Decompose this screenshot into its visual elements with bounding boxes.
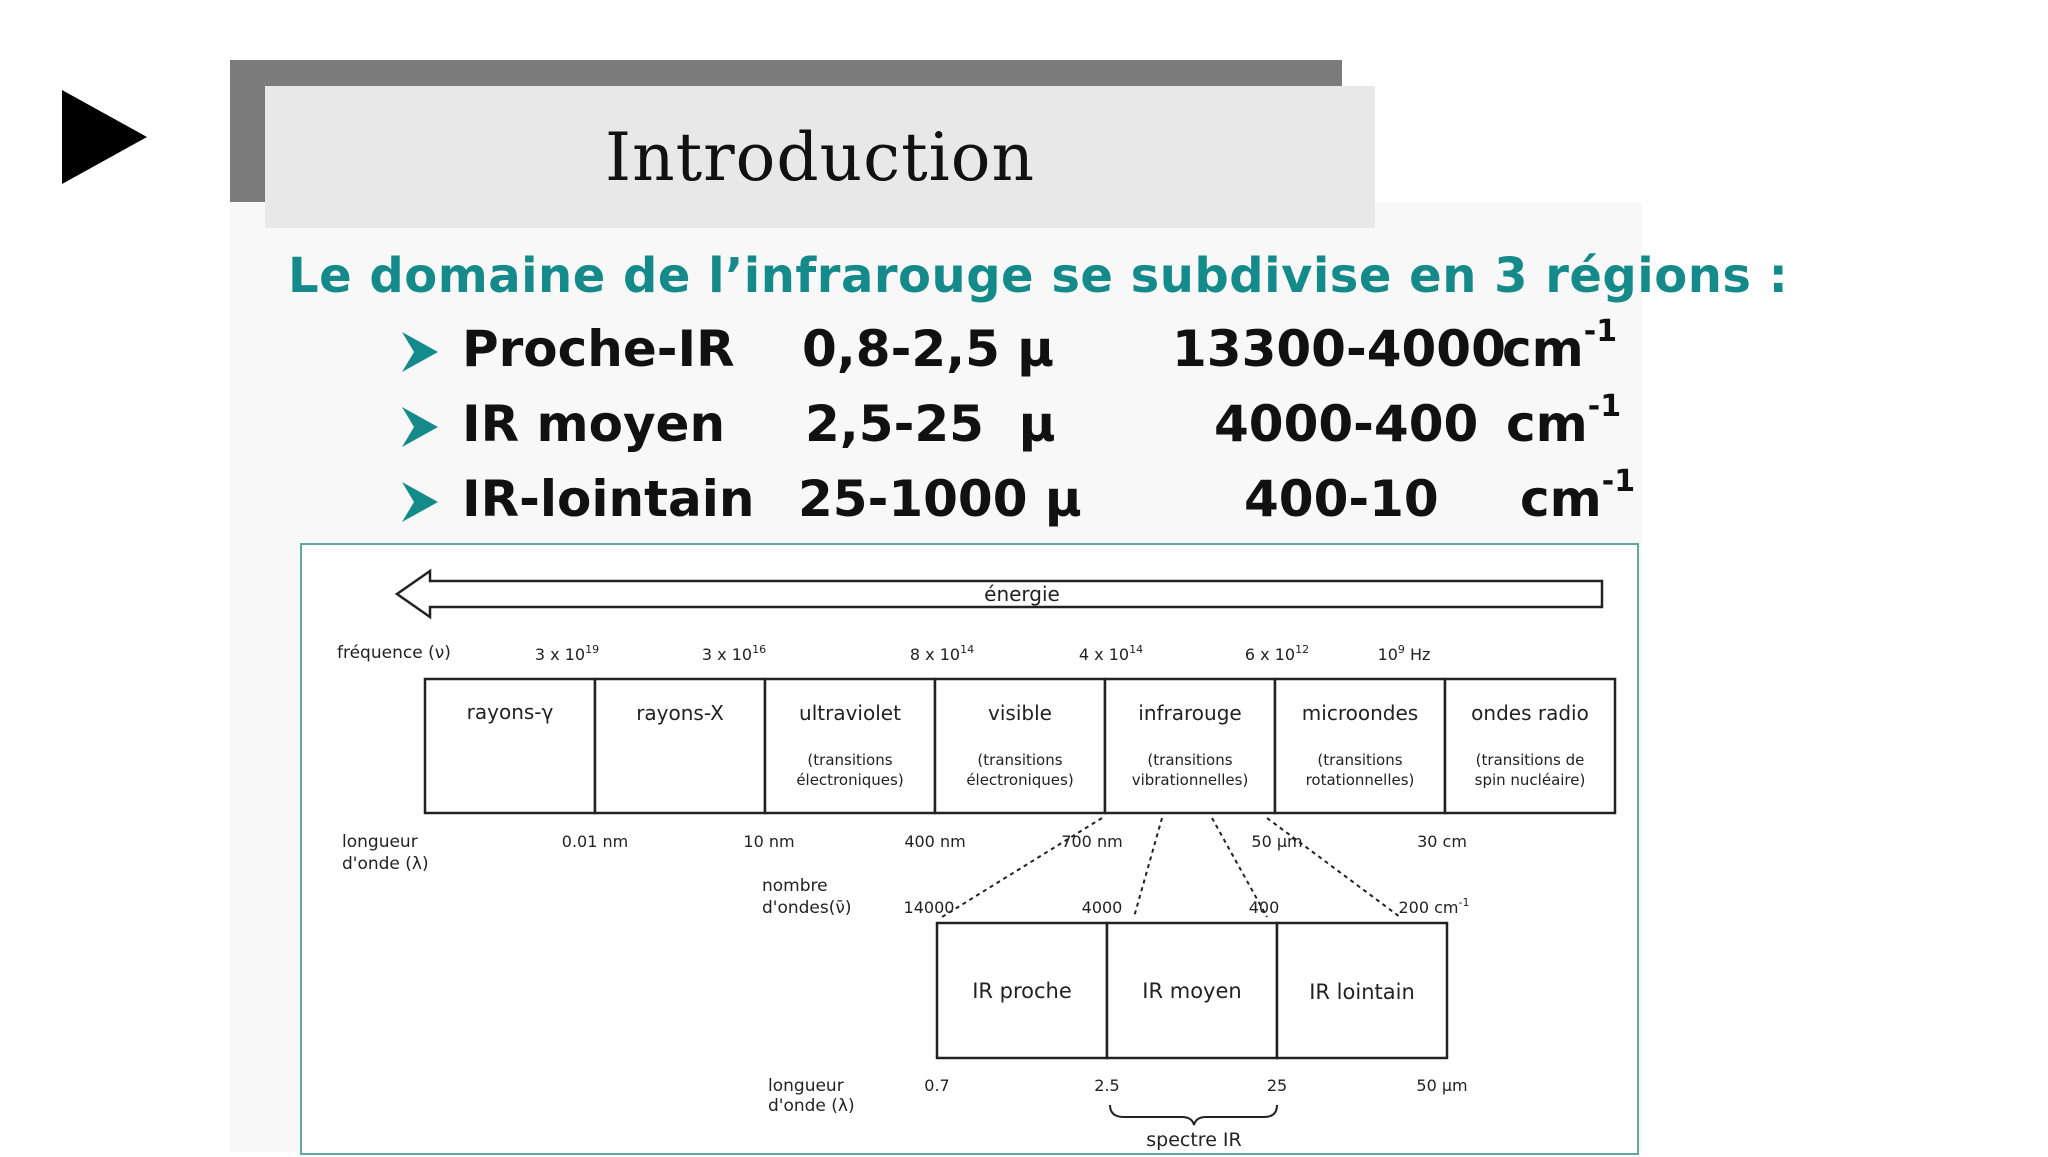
diagram-svg	[302, 545, 1637, 1153]
wavenumber-label: d'ondes(ν̄)	[762, 898, 852, 918]
region-unit	[1520, 464, 1636, 528]
freq-tick: 3 x $10^{19}$	[534, 643, 600, 664]
wavelength-tick: 400 nm	[904, 832, 966, 851]
region-unit	[1502, 314, 1618, 378]
slide-subtitle: Le domaine de l’infrarouge se subdivise en 3 régions :	[288, 248, 1789, 304]
unit-exponent: -1	[1583, 314, 1618, 349]
band-note: (transitions	[1147, 751, 1233, 769]
spectrum-label: spectre IR	[1146, 1129, 1242, 1151]
frequency-label: fréquence (ν)	[337, 643, 451, 663]
band-box-uv	[765, 679, 935, 813]
band-note: rotationnelles)	[1305, 771, 1415, 789]
wavelength-tick: 700 nm	[1061, 832, 1123, 851]
band-box-ir	[1105, 679, 1275, 813]
band-box-xray	[595, 679, 765, 813]
band-boxes	[425, 679, 1615, 813]
wavelength-tick: 10 nm	[743, 832, 795, 851]
energy-label: énergie	[984, 582, 1060, 606]
ir-wavelength-label: d'onde (λ)	[768, 1096, 855, 1116]
band-name: visible	[988, 701, 1052, 725]
band-note: vibrationnelles)	[1131, 771, 1249, 789]
freq-tick: 6 x $10^{12}$	[1244, 643, 1310, 664]
ir-band-name: IR lointain	[1309, 980, 1415, 1004]
wavenumber-tick: 200 $cm^{-1}$	[1398, 896, 1470, 917]
band-box-microwave	[1275, 679, 1445, 813]
freq-tick: 3 x $10^{16}$	[701, 643, 767, 664]
wavelength-tick: 30 cm	[1417, 832, 1467, 851]
band-note: (transitions	[977, 751, 1063, 769]
band-name: ultraviolet	[799, 701, 901, 725]
wavenumber-tick: 400	[1248, 898, 1280, 917]
arrow-bullet-icon	[400, 328, 440, 372]
region-wavenumber-range: 4000-400	[1214, 395, 1479, 453]
wavelength-label: d'onde (λ)	[342, 854, 429, 874]
unit-text: cm	[1502, 320, 1584, 378]
arrow-bullet-icon	[400, 478, 440, 522]
play-icon[interactable]	[62, 90, 147, 184]
band-note: électroniques)	[966, 771, 1074, 789]
ir-band-name: IR moyen	[1142, 979, 1242, 1003]
ir-wavelength-tick: 0.7	[924, 1076, 950, 1095]
freq-tick: 8 x $10^{14}$	[909, 643, 975, 664]
band-name: rayons-X	[636, 701, 724, 725]
wavelength-tick: 0.01 nm	[561, 832, 629, 851]
band-box-visible	[935, 679, 1105, 813]
band-note: (transitions	[1317, 751, 1403, 769]
region-name: Proche-IR	[462, 320, 735, 378]
region-micron-range: 25-1000 μ	[798, 470, 1082, 528]
region-wavenumber-range: 13300-4000	[1172, 320, 1506, 378]
freq-tick: $10^9$ Hz	[1377, 643, 1431, 664]
unit-text: cm	[1520, 470, 1602, 528]
ir-band-name: IR proche	[972, 979, 1072, 1003]
wavelength-tick: 50 μm	[1251, 832, 1303, 851]
band-name: ondes radio	[1471, 701, 1589, 725]
wavenumber-label: nombre	[762, 876, 828, 896]
ir-wavelength-tick: 2.5	[1094, 1076, 1120, 1095]
region-unit	[1506, 389, 1622, 453]
band-note: spin nucléaire)	[1474, 771, 1586, 789]
band-note: (transitions de	[1475, 751, 1585, 769]
wavenumber-tick: 4000	[1081, 898, 1123, 917]
wavenumber-tick: 14000	[903, 898, 955, 917]
band-box-radio	[1445, 679, 1615, 813]
ir-wavelength-tick: 50 μm	[1416, 1076, 1468, 1095]
ir-wavelength-tick: 25	[1266, 1076, 1288, 1095]
unit-exponent: -1	[1601, 464, 1636, 499]
freq-tick: 4 x $10^{14}$	[1078, 643, 1144, 664]
spectrum-brace	[1110, 1105, 1277, 1125]
region-wavenumber-range: 400-10	[1244, 470, 1439, 528]
arrow-bullet-icon	[400, 403, 440, 447]
region-name: IR-lointain	[462, 470, 755, 528]
title-box	[265, 86, 1375, 228]
unit-exponent: -1	[1587, 389, 1622, 424]
band-note: (transitions	[807, 751, 893, 769]
band-name: infrarouge	[1138, 701, 1242, 725]
band-name: rayons-γ	[466, 700, 554, 724]
region-micron-range: 2,5-25 μ	[805, 395, 1056, 453]
band-name: microondes	[1301, 701, 1419, 725]
region-name: IR moyen	[462, 395, 726, 453]
wavelength-label: longueur	[342, 832, 418, 852]
region-micron-range: 0,8-2,5 μ	[802, 320, 1055, 378]
band-note: électroniques)	[796, 771, 904, 789]
ir-wavelength-label: longueur	[768, 1076, 844, 1096]
unit-text: cm	[1506, 395, 1588, 453]
slide-title: Introduction	[605, 118, 1035, 196]
zoom-lines	[942, 818, 1400, 917]
em-spectrum-diagram	[300, 543, 1639, 1155]
